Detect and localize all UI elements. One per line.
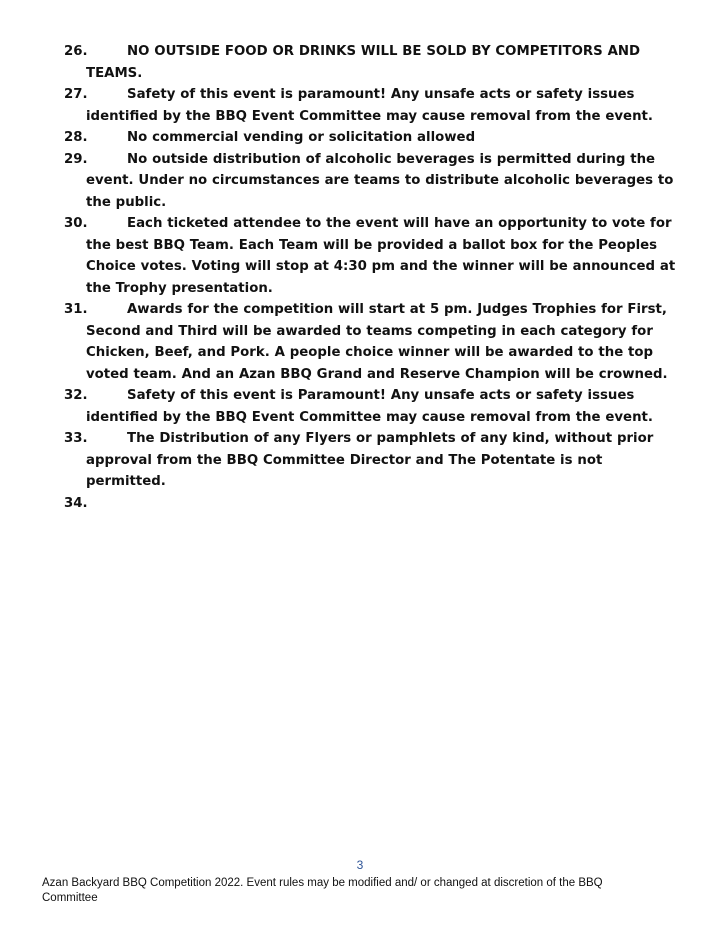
rule-number: 28. [64,130,88,145]
rules-list [64,41,676,514]
rule-item [64,213,676,299]
rule-number: 32. [64,388,88,403]
rule-item [64,428,676,493]
rule-item [64,149,676,214]
rule-text: Safety of this event is paramount! Any unsafe acts or safety issues identified by the BBQ Event Committee may cause removal from the event. [86,87,653,124]
rule-item [64,385,676,428]
footer-note: Azan Backyard BBQ Competition 2022. Event rules may be modified and/ or changed at discretion of the BBQ Committee [42,877,603,904]
rule-item [64,41,676,84]
rule-number: 27. [64,87,88,102]
rule-number: 31. [64,302,88,317]
rule-text: Safety of this event is Paramount! Any unsafe acts or safety issues identified by the BBQ Event Committee may cause removal from the event. [86,388,653,425]
rule-number: 26. [64,44,88,59]
rule-item [64,84,676,127]
rule-item [64,299,676,385]
rule-item [64,493,676,515]
rule-item [64,127,676,149]
rule-text: No outside distribution of alcoholic beverages is permitted during the event. Under no circumstances are teams to distribute alcoholic beverages to the public. [86,151,674,210]
rule-number: 34. [64,495,88,511]
page-number: 3 [356,858,364,872]
rule-text: Each ticketed attendee to the event will have an opportunity to vote for the best BBQ Team. Each Team will be provided a ballot box for the Peoples Choice votes. Voting will stop at 4:30 pm and the winner will be announced at the Trophy presentation. [86,216,676,296]
rule-number: 29. [64,151,88,167]
rule-text: No commercial vending or solicitation allowed [127,130,476,145]
rule-number: 33. [64,431,88,446]
rule-text: Awards for the competition will start at 5 pm. Judges Trophies for First, Second and Third will be awarded to teams competing in each category for Chicken, Beef, and Pork. A people choice winner will be awarded to the top voted team. And an Azan BBQ Grand and Reserve Champion will be crowned. [86,302,668,382]
rule-number: 30. [64,216,88,231]
rule-text: The Distribution of any Flyers or pamphlets of any kind, without prior approval from the BBQ Committee Director and The Potentate is not permitted. [86,431,654,489]
rule-text: NO OUTSIDE FOOD OR DRINKS WILL BE SOLD BY COMPETITORS AND TEAMS. [86,44,641,81]
